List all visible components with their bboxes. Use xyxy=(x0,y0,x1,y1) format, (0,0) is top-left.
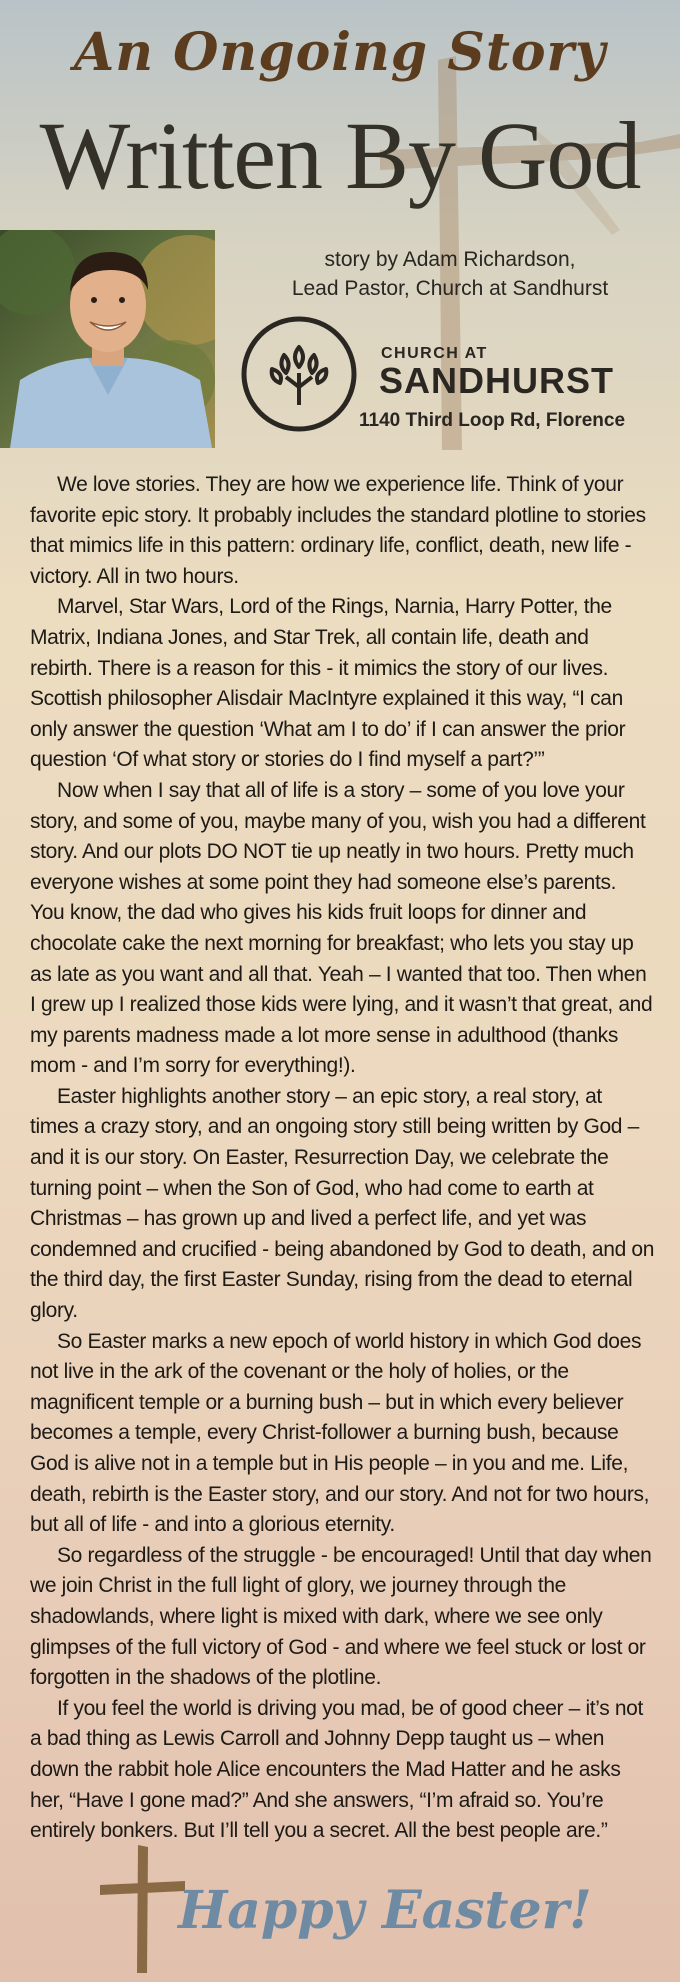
article-paragraph: If you feel the world is driving you mad, be of good cheer – it’s not a bad thing as Lewis Carroll and Johnny Depp taught us – when down the rabbit hole Alice encounters the Mad Hatter and he asks her, “Have I gone mad?” And she answers, “I’m afraid so. You’re entirely bonkers. But I’ll tell you a secret. All the best people are.” xyxy=(30,1696,643,1843)
author-photo xyxy=(0,230,215,448)
article-paragraph: Marvel, Star Wars, Lord of the Rings, Narnia, Harry Potter, the Matrix, Indiana Jones, and Star Trek, all contain life, death and rebirth. There is a reason for this - it mimics the story of our lives. Scottish philosopher Alisdair MacIntyre explained it this way, “I can only answer the question ‘What am I to do’ if I can answer the prior question ‘Of what story or stories do I find myself a part?’” xyxy=(30,595,626,772)
page-title: Written By God xyxy=(39,102,641,209)
byline-role: Lead Pastor, Church at Sandhurst xyxy=(291,277,609,300)
easter-greeting: Happy Easter! xyxy=(178,1880,592,1941)
script-title: An Ongoing Story xyxy=(73,22,607,83)
byline-author: story by Adam Richardson, xyxy=(324,248,576,271)
tree-logo-icon xyxy=(240,315,358,433)
church-name-prefix: CHURCH AT xyxy=(381,345,488,362)
article-paragraph: Easter highlights another story – an epic story, a real story, at times a crazy story, and an ongoing story still being written by God – and it is our story. On Easter, Resurrection Day, we celebrate the turning point – when the Son of God, who had come to earth at Christmas – has grown up and lived a perfect life, and yet was condemned and crucified - being abandoned by God to death, and on the third day, the first Easter Sunday, rising from the dead to eternal glory. xyxy=(30,1084,655,1323)
article-paragraph: Now when I say that all of life is a story – some of you love your story, and some of you, maybe many of you, wish you had a different story. And our plots DO NOT tie up neatly in two hours. Pretty much everyone wishes at some point they had someone else’s parents. You know, the dad who gives his kids fruit loops for dinner and chocolate cake the next morning for breakfast; who lets you stay up as late as you want and all that. Yeah – I wanted that too. Then when I grew up I realized those kids were lying, and it wasn’t that great, and my parents madness made a lot more sense in adulthood (thanks mom - and I’m sorry for everything!). xyxy=(30,778,653,1078)
article-paragraph: So Easter marks a new epoch of world history in which God does not live in the ark of the covenant or the holy of holies, or the magnificent temple or a burning bush – but in which every believer becomes a temple, every Christ-follower a burning bush, because God is alive not in a temple but in His people – in you and me. Life, death, rebirth is the Easter story, and our story. And not for two hours, but all of life - and into a glorious eternity. xyxy=(30,1329,650,1537)
article-paragraph: So regardless of the struggle - be encouraged! Until that day when we join Christ in the full light of glory, we journey through the shadowlands, where light is mixed with dark, where we see only glimpses of the full victory of God - and where we feel stuck or lost or forgotten in the shadows of the plotline. xyxy=(30,1543,652,1690)
church-address: 1140 Third Loop Rd, Florence xyxy=(359,410,626,431)
footer-cross-icon xyxy=(100,1845,185,1973)
article-body xyxy=(30,470,655,1847)
author-byline xyxy=(240,245,660,303)
article-paragraph: We love stories. They are how we experience life. Think of your favorite epic story. It probably includes the standard plotline to stories that mimics life in this pattern: ordinary life, conflict, death, new life - victory. All in two hours. xyxy=(30,473,646,588)
church-name: SANDHURST xyxy=(379,360,615,401)
